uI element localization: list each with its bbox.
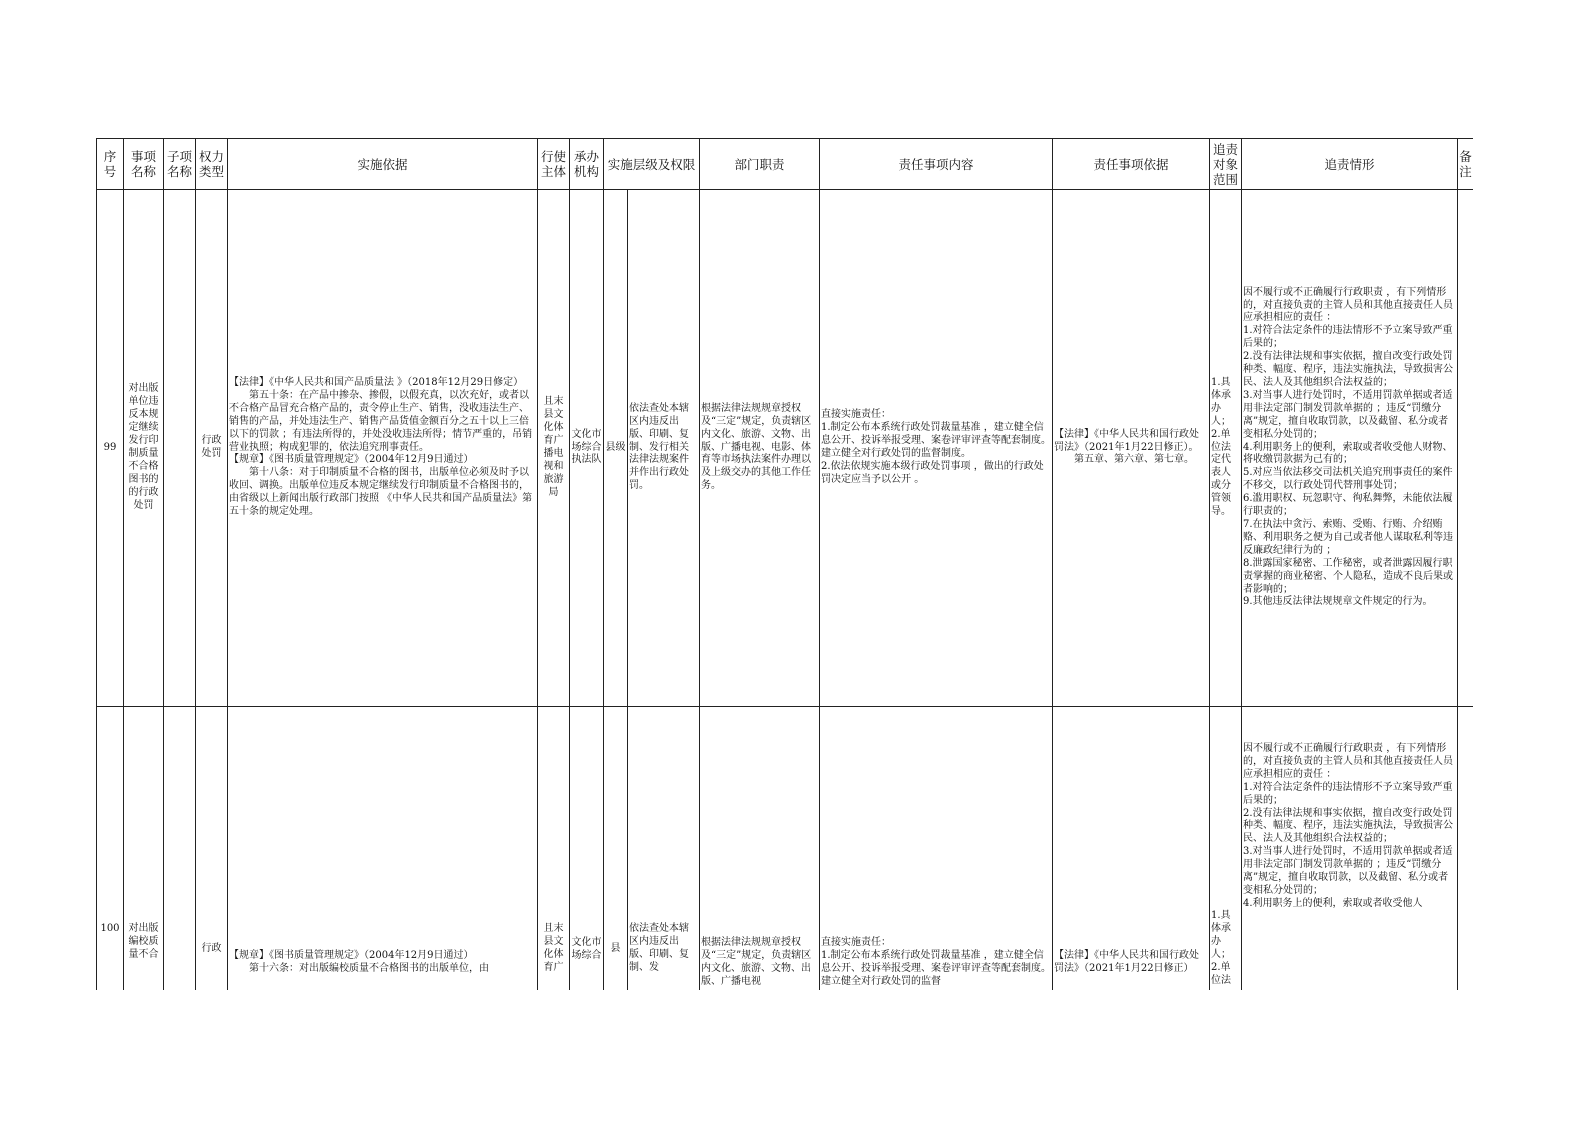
cell-level-a: 县级 xyxy=(604,190,628,707)
cell-level-a: 县 xyxy=(610,943,621,954)
cell-scope: 1.具体承办人； 2.单位法定代表人或分管领导。 xyxy=(1210,190,1242,707)
cell-subject: 且末县文化体育广播电视和旅游局 xyxy=(538,190,570,707)
cell-duty: 根据法律法规规章授权及“三定”规定，负责辖区内文化、旅游、文物、出版、广播电视 xyxy=(701,937,812,987)
cell-subitem xyxy=(164,190,196,707)
col-subitem: 子项名称 xyxy=(164,139,196,190)
cell-level-b: 依法查处本辖区内违反出版、印刷、复制、发行相关法律法规案件并作出行政处罚。 xyxy=(628,190,700,707)
resp-basis-chapters: 第五章、第六章、第七章。 xyxy=(1074,454,1195,466)
cell-subject: 且末县文化体育广 xyxy=(543,923,564,973)
cell-resp: 直接实施责任： 1.制定公布本系统行政处罚裁量基准 ，建立健全信息公开、投诉举报受理、案卷评审评查等配套制度。建立健全对行政处罚的监督 xyxy=(821,937,1052,987)
accountability-table xyxy=(96,138,1473,990)
col-seq: 序号 xyxy=(97,139,124,190)
cell-level-b: 依法查处本辖区内违反出版、印刷、复制、发 xyxy=(629,923,689,973)
cell-agency: 文化市场综合执法队 xyxy=(570,190,604,707)
table-row xyxy=(97,707,1474,991)
cell-resp-basis: 【法律】《中华人民共和国行政处罚法》（2021年1月22日修正） xyxy=(1054,950,1200,974)
cell-scope: 1.具体承办人； 2.单位法 xyxy=(1211,910,1232,986)
col-basis: 实施依据 xyxy=(228,139,538,190)
cell-resp-basis xyxy=(1053,190,1210,707)
cell-duty: 根据法律法规规章授权及“三定”规定，负责辖区内文化、旅游、文物、出版、广播电视、电影、体育等市场执法案件办理以及上级交办的其他工作任务。 xyxy=(700,190,820,707)
resp-basis-law: 【法律】《中华人民共和国行政处罚法》（2021年1月22日修正）。 xyxy=(1054,428,1200,453)
cell-situations: 因不履行或不正确履行行政职责 ，有下列情形的，对直接负责的主管人员和其他直接责任人员应承担相应的责任 ： 1.对符合法定条件的违法情形不予立案导致严重后果的； 2.没有法律法规和事实依据，擅自改变行政处罚种类、幅度、程序，违法实施执法，导致损害公民、法人及其他组织合法权益的； 3.对当事人进行处罚时，不适用罚款单据或者适用非法定部门制发罚款单据的 ；违反“罚缴分离”规定，擅自收取罚款，以及截留、私分或者变相私分处罚的； 4.利用职务上的便利，索取或者收受他人 xyxy=(1243,743,1454,909)
cell-situations: 因不履行或不正确履行行政职责 ，有下列情形的，对直接负责的主管人员和其他直接责任人员应承担相应的责任 ： 1.对符合法定条件的违法情形不予立案导致严重后果的； 2.没有法律法规和事实依据，擅自改变行政处罚种类、幅度、程序，违法实施执法，导致损害公民、法人及其他组织合法权益的； 3.对当事人进行处罚时，不适用罚款单据或者适用非法定部门制发罚款单据的 ；违反“罚缴分离”规定，擅自收取罚款，以及截留、私分或者变相私分处罚的； 4.利用职务上的便利，索取或者收受他人财物、将收缴罚款据为己有的； 5.对应当依法移交司法机关追究刑事责任的案件不移交，以行政处罚代替刑事处罚； 6.滥用职权、玩忽职守、徇私舞弊，未能依法履行职责的； 7.在执法中贪污、索贿、受贿、行贿、介绍贿赂、利用职务之便为自己或者他人谋取私利等违反廉政纪律行为的 ； 8.泄露国家秘密、工作秘密，或者泄露因履行职责掌握的商业秘密、个人隐私，造成不良后果或者影响的； 9.其他违反法律法规规章文件规定的行为。 xyxy=(1242,190,1458,707)
cell-item: 对出版单位违反本规定继续发行印制质量不合格图书的的行政处罚 xyxy=(124,190,164,707)
cell-basis xyxy=(228,190,538,707)
col-remark: 备注 xyxy=(1458,139,1473,190)
cell-type: 行政处罚 xyxy=(196,190,228,707)
cell-seq: 100 xyxy=(100,923,120,934)
col-resp-basis: 责任事项依据 xyxy=(1053,139,1210,190)
col-level: 实施层级及权限 xyxy=(604,139,700,190)
col-type: 权力类型 xyxy=(196,139,228,190)
table-sheet xyxy=(96,138,1473,990)
cell-item: 对出版编校质量不合 xyxy=(128,923,159,960)
cell-agency: 文化市场综合 xyxy=(571,937,602,961)
basis-rule-article: 第十八条：对于印制质量不合格的图书，出版单位必须及时予以收回、调换。出版单位违反本规定继续发行印制质量不合格图书的，由省级以上新闻出版行政部门按照 《中华人民共和国产品质量法》第五十条的规定处理。 xyxy=(229,467,533,518)
basis-law-article: 第五十条：在产品中掺杂、掺假，以假充真，以次充好，或者以不合格产品冒充合格产品的，责令停止生产、销售，没收违法生产、销售的产品，并处违法生产、销售产品货值金额百分之五十以上三倍以下的罚款 ；有违法所得的，并处没收违法所得；情节严重的，吊销营业执照；构成犯罪的，依法追究刑事责任。 xyxy=(229,389,533,453)
cell-type: 行政 xyxy=(201,943,222,954)
basis-law-title: 【法律】《中华人民共和国产品质量法 》（2018年12月29日修定） xyxy=(229,377,524,389)
col-subject: 行使主体 xyxy=(538,139,570,190)
cell-basis xyxy=(229,707,536,976)
col-resp: 责任事项内容 xyxy=(820,139,1053,190)
basis-rule-title: 【规章】《图书质量管理规定》（2004年12月9日通过） xyxy=(229,454,474,466)
col-duty: 部门职责 xyxy=(700,139,820,190)
cell-resp: 直接实施责任： 1.制定公布本系统行政处罚裁量基准 ，建立健全信息公开、投诉举报受理、案卷评审评查等配套制度。建立健全对行政处罚的监督制度。 2.依法依规实施本级行政处罚事项 ，做出的行政处罚决定应当予以公开 。 xyxy=(820,190,1053,707)
header-row xyxy=(97,139,1474,190)
col-agency: 承办机构 xyxy=(570,139,604,190)
col-item: 事项名称 xyxy=(124,139,164,190)
col-situations: 追责情形 xyxy=(1242,139,1458,190)
basis-rule-title: 【规章】《图书质量管理规定》（2004年12月9日通过） xyxy=(229,950,474,961)
basis-rule-article: 第十六条：对出版编校质量不合格图书的出版单位，由 xyxy=(249,962,489,974)
cell-remark xyxy=(1458,190,1473,707)
col-scope: 追责对象范围 xyxy=(1210,139,1242,190)
cell-seq: 99 xyxy=(97,190,124,707)
table-row xyxy=(97,190,1474,707)
